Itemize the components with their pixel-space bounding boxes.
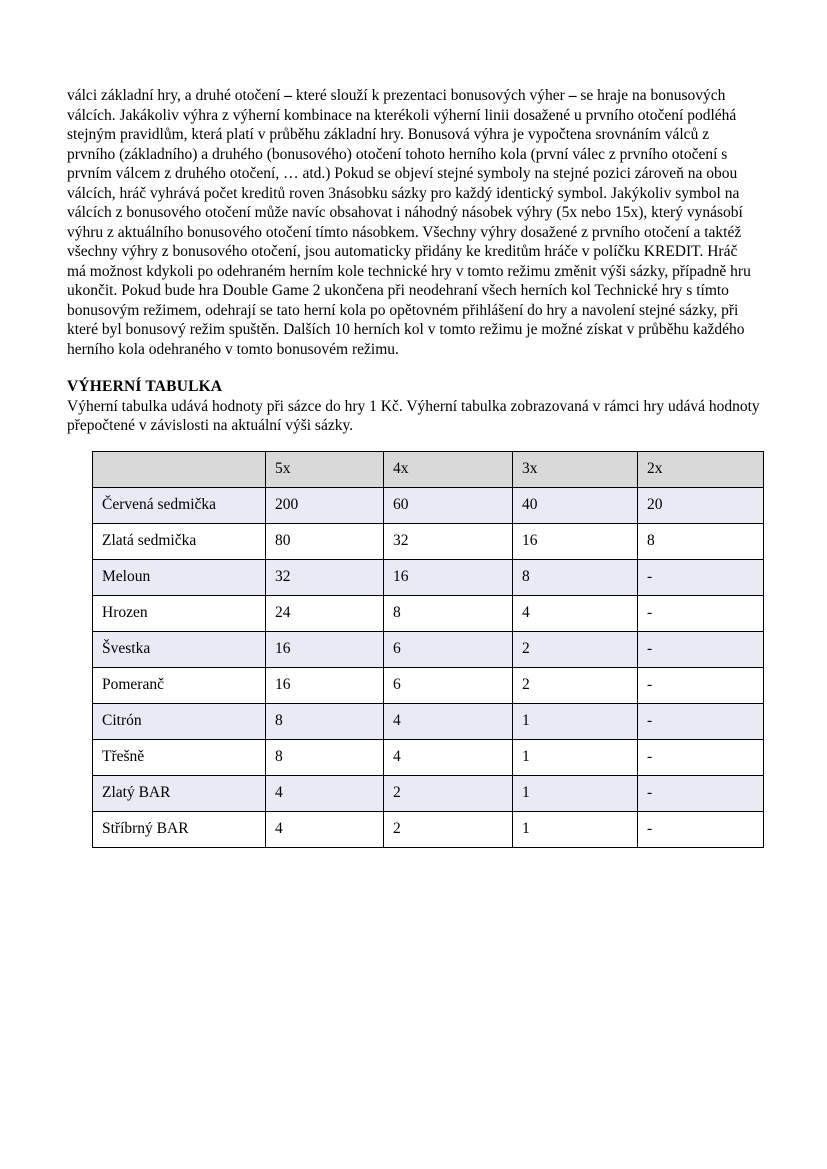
payout-value-cell: 8 — [638, 523, 764, 559]
paytable-body — [93, 487, 764, 847]
column-header-5x: 5x — [266, 451, 384, 487]
symbol-name-cell: Meloun — [93, 559, 266, 595]
payout-value-cell: 2 — [384, 811, 513, 847]
payout-value-cell: - — [638, 739, 764, 775]
symbol-name-cell: Pomeranč — [93, 667, 266, 703]
symbol-name-cell: Třešně — [93, 739, 266, 775]
payout-value-cell: 20 — [638, 487, 764, 523]
payout-value-cell: 24 — [266, 595, 384, 631]
payout-value-cell: 6 — [384, 631, 513, 667]
payout-value-cell: - — [638, 559, 764, 595]
payout-value-cell: 4 — [266, 811, 384, 847]
payout-value-cell: 1 — [513, 775, 638, 811]
payout-value-cell: 16 — [266, 667, 384, 703]
paytable-description: Výherní tabulka udává hodnoty při sázce do hry 1 Kč. Výherní tabulka zobrazovaná v rámci hry udává hodnoty přepočtené v závislosti na aktuální výši sázky. — [67, 397, 760, 434]
paytable-row — [93, 703, 764, 739]
symbol-name-cell: Stříbrný BAR — [93, 811, 266, 847]
payout-value-cell: - — [638, 667, 764, 703]
payout-value-cell: 16 — [384, 559, 513, 595]
payout-value-cell: 32 — [266, 559, 384, 595]
intro-text-part1: válci základní hry, a druhé otočení — [67, 87, 285, 104]
paytable-header-row — [93, 451, 764, 487]
intro-text-part2: které slouží k prezentaci bonusových výher — [291, 87, 569, 104]
payout-value-cell: 2 — [513, 631, 638, 667]
paytable-row — [93, 631, 764, 667]
payout-value-cell: 4 — [266, 775, 384, 811]
payout-value-cell: 8 — [266, 703, 384, 739]
paytable-row — [93, 739, 764, 775]
symbol-name-cell: Hrozen — [93, 595, 266, 631]
payout-value-cell: 8 — [513, 559, 638, 595]
payout-value-cell: 80 — [266, 523, 384, 559]
payout-value-cell: 40 — [513, 487, 638, 523]
paytable-row — [93, 595, 764, 631]
payout-value-cell: 1 — [513, 811, 638, 847]
column-header-2x: 2x — [638, 451, 764, 487]
column-header-4x: 4x — [384, 451, 513, 487]
paytable-row — [93, 487, 764, 523]
paytable-row — [93, 559, 764, 595]
payout-value-cell: 200 — [266, 487, 384, 523]
section-heading: VÝHERNÍ TABULKA — [67, 378, 223, 395]
column-header-3x: 3x — [513, 451, 638, 487]
paytable-row — [93, 667, 764, 703]
symbol-name-cell: Citrón — [93, 703, 266, 739]
symbol-column-header — [93, 451, 266, 487]
intro-dash-2: – — [568, 87, 577, 104]
symbol-name-cell: Švestka — [93, 631, 266, 667]
payout-value-cell: 2 — [384, 775, 513, 811]
paytable-row — [93, 811, 764, 847]
paytable — [92, 451, 764, 848]
intro-dash-1: – — [284, 87, 292, 104]
payout-value-cell: 4 — [513, 595, 638, 631]
payout-value-cell: 16 — [266, 631, 384, 667]
payout-value-cell: - — [638, 703, 764, 739]
symbol-name-cell: Červená sedmička — [93, 487, 266, 523]
payout-value-cell: 4 — [384, 739, 513, 775]
symbol-name-cell: Zlatá sedmička — [93, 523, 266, 559]
payout-value-cell: 4 — [384, 703, 513, 739]
payout-value-cell: 16 — [513, 523, 638, 559]
paytable-row — [93, 523, 764, 559]
payout-value-cell: 6 — [384, 667, 513, 703]
paytable-row — [93, 775, 764, 811]
payout-value-cell: 1 — [513, 739, 638, 775]
payout-value-cell: 60 — [384, 487, 513, 523]
payout-value-cell: 32 — [384, 523, 513, 559]
payout-value-cell: - — [638, 811, 764, 847]
payout-value-cell: - — [638, 631, 764, 667]
payout-value-cell: 8 — [384, 595, 513, 631]
intro-paragraph — [67, 86, 760, 359]
symbol-name-cell: Zlatý BAR — [93, 775, 266, 811]
payout-value-cell: 1 — [513, 703, 638, 739]
payout-value-cell: - — [638, 775, 764, 811]
payout-value-cell: - — [638, 595, 764, 631]
payout-value-cell: 2 — [513, 667, 638, 703]
intro-text-part3: se hraje na bonusových válcích. Jakákoliv výhra z výherní kombinace na kterékoli výherní linii dosažené u prvního otočení podléhá stejným pravidlům, která platí v průběhu základní hry. Bonusová výhra je vypočtena srovnáním válců z prvního (základního) a druhého (bonusového) otočení tohoto herního kola (první válec z prvního otočení s prvním válcem z druhého otočení, … atd.) Pokud se objeví stejné symboly na stejné pozici zároveň na obou válcích, hráč vyhrává počet kreditů roven 3násobku sázky pro každý identický symbol. Jakýkoliv symbol na válcích z bonusového otočení může navíc obsahovat i náhodný násobek výhry (5x nebo 15x), který vynásobí výhru z aktuálního bonusového otočení tímto násobkem. Všechny výhry dosažené z prvního otočení a taktéž všechny výhry z bonusového otočení, jsou automaticky přidány ke kreditům hráče v políčku KREDIT. Hráč má možnost kdykoli po odehraném herním kole technické hry v tomto režimu změnit výši sázky, případně hru ukončit. Pokud bude hra Double Game 2 ukončena při neodehraní všech herních kol Technické hry s tímto bonusovým režimem, odehrají se tato herní kola po opětovném přihlášení do hry a navolení stejné sázky, při které byl bonusový režim spuštěn. Dalších 10 herních kol v tomto režimu je možné získat v průběhu každého herního kola odehraného v tomto bonusovém režimu. — [67, 87, 751, 358]
payout-value-cell: 8 — [266, 739, 384, 775]
